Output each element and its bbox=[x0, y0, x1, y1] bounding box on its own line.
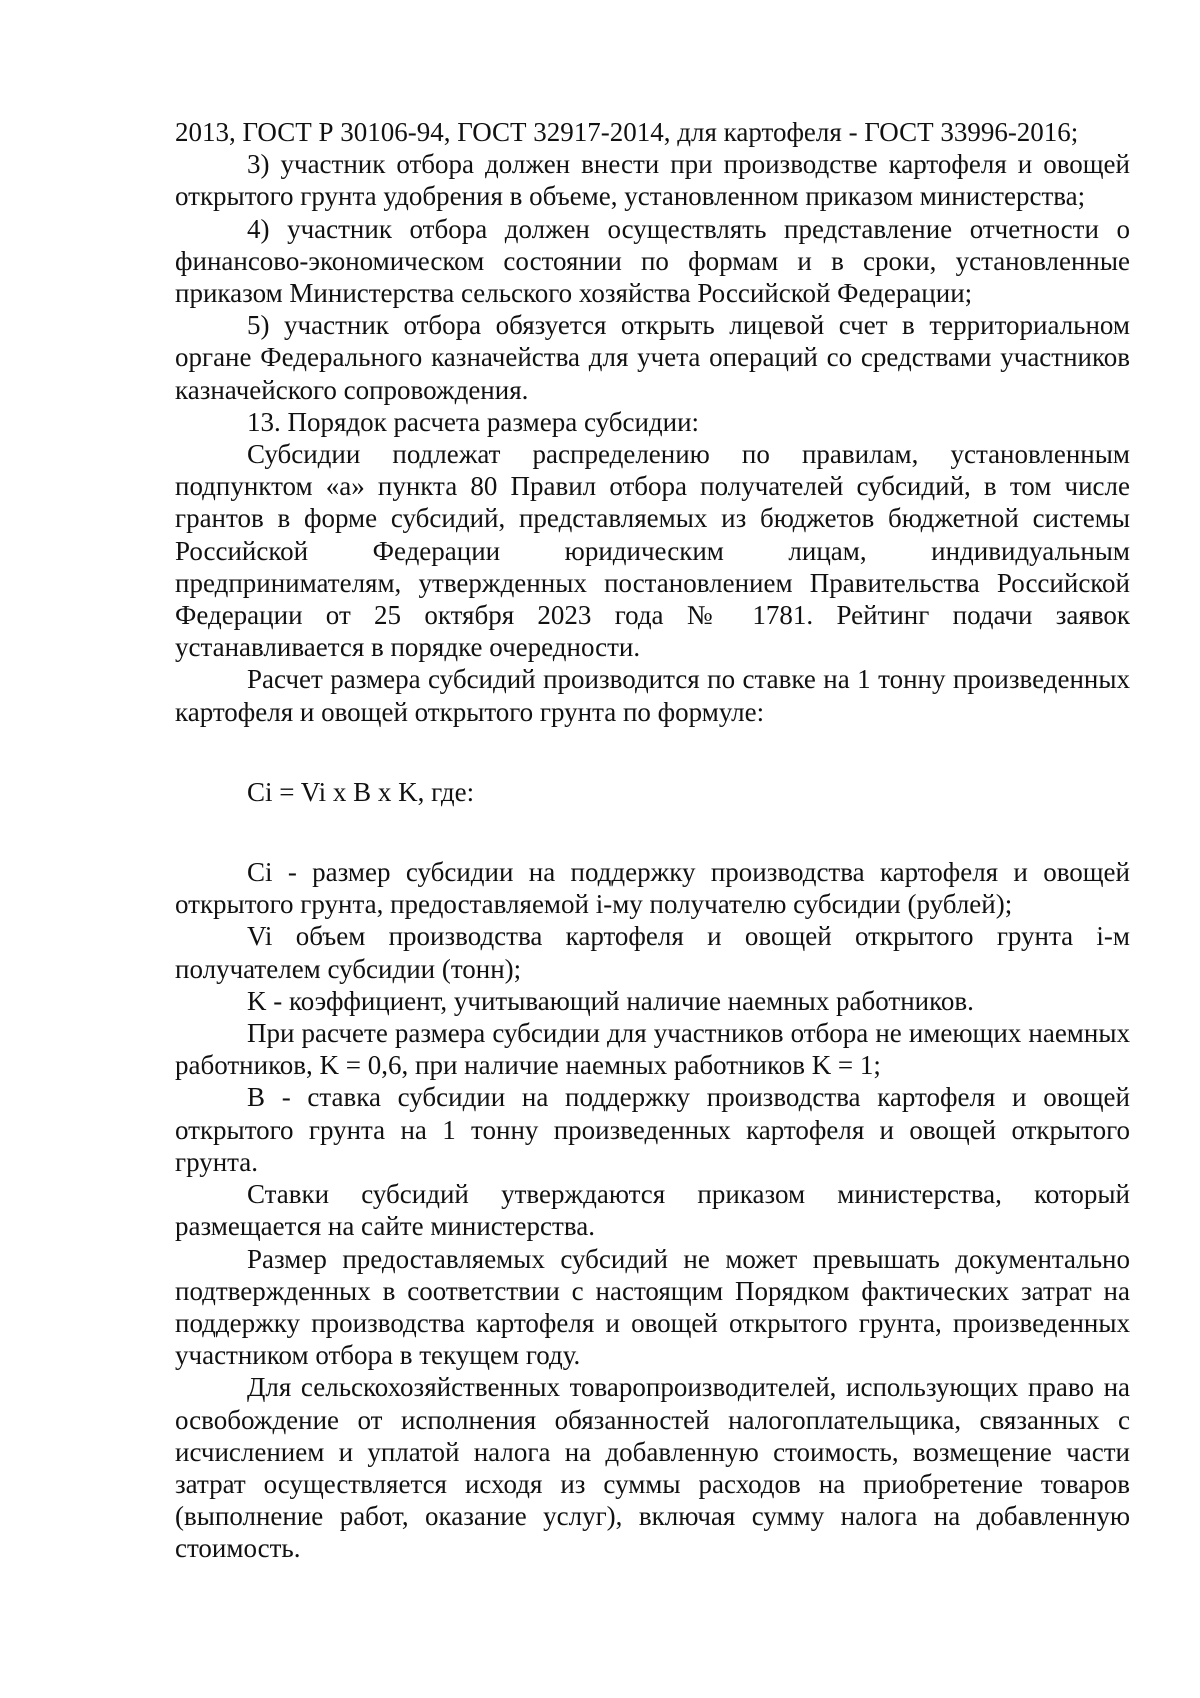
document-body bbox=[175, 116, 1130, 1565]
paragraph-item-3: 3) участник отбора должен внести при производстве картофеля и овощей открытого грунта удобрения в объеме, установленном приказом министерства; bbox=[175, 149, 1130, 212]
paragraph-rates: Ставки субсидий утверждаются приказом министерства, который размещается на сайте министерства. bbox=[175, 1179, 1130, 1242]
paragraph-distribution-rules: Субсидии подлежат распределению по правилам, установленным подпунктом «а» пункта 80 Правил отбора получателей субсидий, в том числе грантов в форме субсидий, представляемых из бюджетов бюджетной системы Российской Федерации юридическим лицам, индивидуальным предпринимателям, утвержденных постановлением Правительства Российской Федерации от 25 октября 2023 года № 1781. Рейтинг подачи заявок устанавливается в порядке очередности. bbox=[175, 439, 1130, 663]
paragraph-vat: Для сельскохозяйственных товаропроизводителей, использующих право на освобождение от исполнения обязанностей налогоплательщика, связанных с исчислением и уплатой налога на добавленную стоимость, возмещение части затрат осуществляется исходя из суммы расходов на приобретение товаров (выполнение работ, оказание услуг), включая сумму налога на добавленную стоимость. bbox=[175, 1372, 1130, 1564]
definition-vi: Vi объем производства картофеля и овощей открытого грунта i-м получателем субсидии (тонн); bbox=[175, 921, 1130, 984]
paragraph-limit: Размер предоставляемых субсидий не может превышать документально подтвержденных в соответствии с настоящим Порядком фактических затрат на поддержку производства картофеля и овощей открытого грунта, произведенных участником отбора в текущем году. bbox=[175, 1243, 1130, 1371]
definition-b: B - ставка субсидии на поддержку производства картофеля и овощей открытого грунта на 1 тонну произведенных картофеля и овощей открытого грунта. bbox=[175, 1082, 1130, 1177]
paragraph-item-5: 5) участник отбора обязуется открыть лицевой счет в территориальном органе Федерального казначейства для учета операций со средствами участников казначейского сопровождения. bbox=[175, 310, 1130, 405]
paragraph-k-values: При расчете размера субсидии для участников отбора не имеющих наемных работников, K = 0,6, при наличие наемных работников K = 1; bbox=[175, 1018, 1130, 1081]
section-heading-13: 13. Порядок расчета размера субсидии: bbox=[247, 406, 700, 437]
paragraph-item-4: 4) участник отбора должен осуществлять представление отчетности о финансово-экономическом состоянии по формам и в сроки, установленные приказом Министерства сельского хозяйства Российской Федерации; bbox=[175, 213, 1130, 309]
definition-ci: Ci - размер субсидии на поддержку производства картофеля и овощей открытого грунта, предоставляемой i-му получателю субсидии (рублей); bbox=[175, 857, 1130, 920]
paragraph-calculation-intro: Расчет размера субсидий производится по ставке на 1 тонну произведенных картофеля и овощей открытого грунта по формуле: bbox=[175, 664, 1130, 727]
formula: Ci = Vi x B x K, где: bbox=[247, 776, 475, 807]
paragraph-gost-continuation: 2013, ГОСТ Р 30106-94, ГОСТ 32917-2014, для картофеля - ГОСТ 33996-2016; bbox=[175, 117, 1079, 147]
definition-k: K - коэффициент, учитывающий наличие наемных работников. bbox=[247, 985, 974, 1016]
